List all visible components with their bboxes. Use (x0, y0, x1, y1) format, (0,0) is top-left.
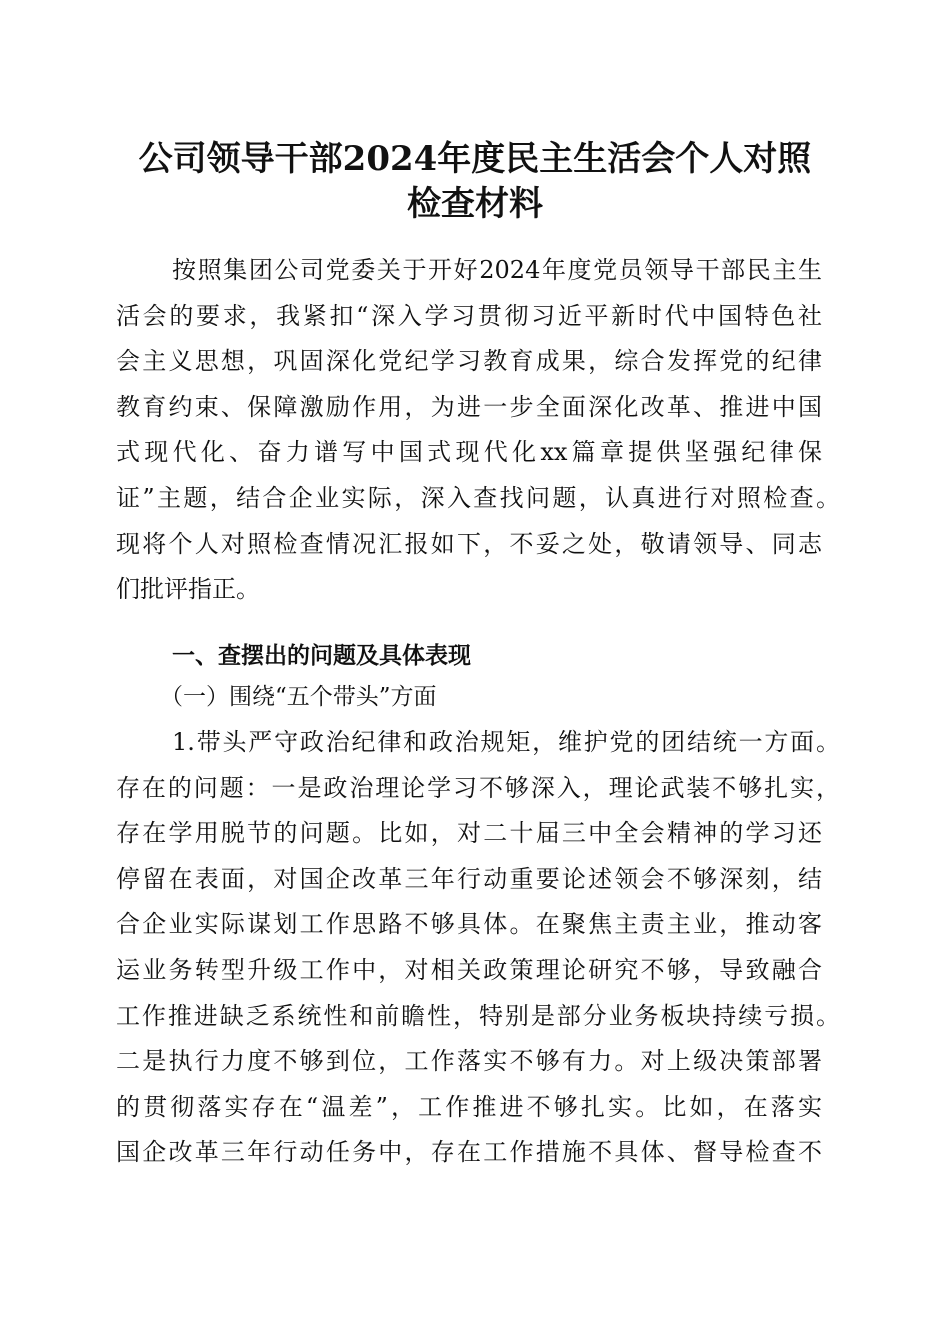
text-line: 工作推进缺乏系统性和前瞻性，特别是部分业务板块持续亏损。 (116, 1001, 840, 1030)
text-line: 1.带头严守政治纪律和政治规矩，维护党的团结统一方面。 (172, 728, 840, 756)
text-line: 合企业实际谋划工作思路不够具体。在聚焦主责主业，推动客 (116, 910, 822, 939)
text-line: 二是执行力度不够到位，工作落实不够有力。对上级决策部署 (116, 1047, 822, 1076)
text-line: 存在的问题：一是政治理论学习不够深入，理论武装不够扎实， (116, 773, 840, 802)
text-line: 存在学用脱节的问题。比如，对二十届三中全会精神的学习还 (116, 819, 822, 848)
document-title-line-1: 公司领导干部2024年度民主生活会个人对照 (138, 139, 812, 179)
text-line: 按照集团公司党委关于开好2024年度党员领导干部民主生 (172, 256, 822, 284)
section-heading: 一、查摆出的问题及具体表现 (172, 643, 471, 669)
text-line: 证”主题，结合企业实际，深入查找问题，认真进行对照检查。 (116, 484, 840, 512)
text-line: 国企改革三年行动任务中，存在工作措施不具体、督导检查不 (116, 1138, 822, 1167)
text-line: 活会的要求，我紧扣“深入学习贯彻习近平新时代中国特色社 (116, 301, 822, 330)
text-line: 停留在表面，对国企改革三年行动重要论述领会不够深刻，结 (116, 864, 822, 893)
text-line: 教育约束、保障激励作用，为进一步全面深化改革、推进中国 (116, 392, 822, 421)
text-line: 式现代化、奋力谱写中国式现代化xx篇章提供坚强纪律保 (116, 438, 822, 467)
text-line: 们批评指正。 (116, 575, 260, 604)
text-line: 运业务转型升级工作中，对相关政策理论研究不够，导致融合 (116, 956, 822, 984)
text-line: 的贯彻落实存在“温差”，工作推进不够扎实。比如，在落实 (116, 1092, 822, 1121)
text-line: 现将个人对照检查情况汇报如下，不妥之处，敬请领导、同志 (116, 529, 822, 558)
text-line: 会主义思想，巩固深化党纪学习教育成果，综合发挥党的纪律 (116, 347, 822, 376)
subsection-heading: （一）围绕“五个带头”方面 (160, 684, 437, 710)
document-title-line-2: 检查材料 (407, 184, 543, 224)
